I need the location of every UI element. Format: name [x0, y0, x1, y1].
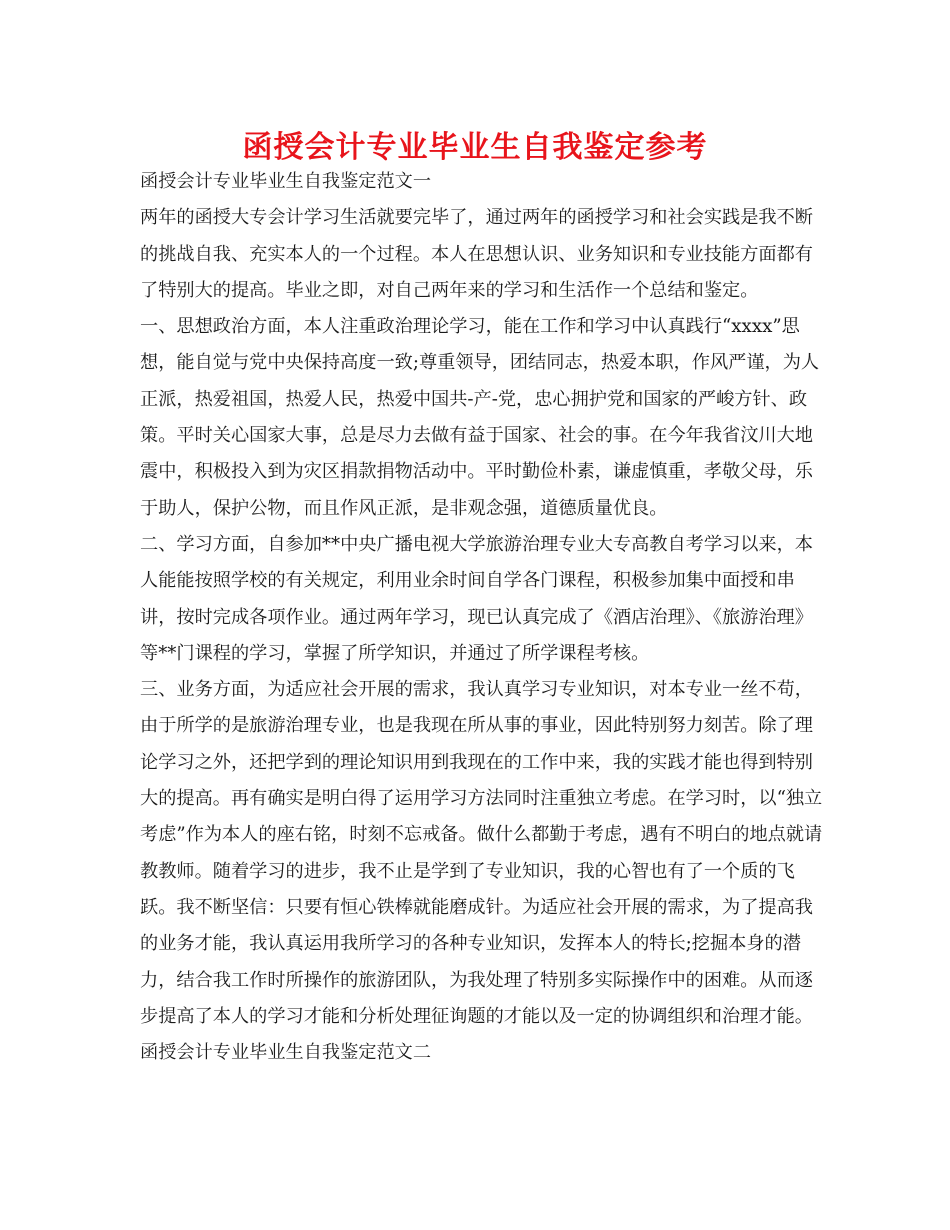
- paragraph-business: 三、业务方面，为适应社会开展的需求，我认真学习专业知识，对本专业一丝不苟，由于所学的是旅游治理专业，也是我现在所从事的事业，因此特别努力刻苦。除了理论学习之外，还把学到的理论知识用到我现在的工作中来，我的实践才能也得到特别大的提高。再有确实是明白得了运用学习方法同时注重独立考虑。在学习时，以“独立考虑”作为本人的座右铭，时刻不忘戒备。做什么都勤于考虑，遇有不明白的地点就请教教师。随着学习的进步，我不止是学到了专业知识，我的心智也有了一个质的飞跃。我不断坚信：只要有恒心铁棒就能磨成针。为适应社会开展的需求，为了提高我的业务才能，我认真运用我所学习的各种专业知识，发挥本人的特长;挖掘本身的潜力，结合我工作时所操作的旅游团队，为我处理了特别多实际操作中的困难。从而逐步提高了本人的学习才能和分析处理征询题的才能以及一定的协调组织和治理才能。: [140, 679, 823, 1027]
- section-heading-1: 函授会计专业毕业生自我鉴定范文一: [140, 171, 432, 192]
- paragraph-study: 二、学习方面，自参加**中央广播电视大学旅游治理专业大专高教自考学习以来，本人能能按照学校的有关规定，利用业余时间自学各门课程，积极参加集中面授和串讲，按时完成各项作业。通过两年学习，现已认真完成了《酒店治理》、《旅游治理》等**门课程的学习，掌握了所学知识，并通过了所学课程考核。: [140, 533, 813, 664]
- section-heading-2: 函授会计专业毕业生自我鉴定范文二: [140, 1042, 432, 1064]
- document-body: [140, 164, 824, 1071]
- document-title: 函授会计专业毕业生自我鉴定参考: [242, 130, 708, 165]
- paragraph-intro: 两年的函授大专会计学习生活就要完毕了，通过两年的函授学习和社会实践是我不断的挑战自我、充实本人的一个过程。本人在思想认识、业务知识和专业技能方面都有了特别大的提高。毕业之即，对自己两年来的学习和生活作一个总结和鉴定。: [140, 207, 813, 301]
- paragraph-politics: 一、思想政治方面，本人注重政治理论学习，能在工作和学习中认真践行“xxxx”思想，能自觉与党中央保持高度一致;尊重领导，团结同志，热爱本职，作风严谨，为人正派，热爱祖国，热爱人民，热爱中国共-产-党，忠心拥护党和国家的严峻方针、政策。平时关心国家大事，总是尽力去做有益于国家、社会的事。在今年我省汶川大地震中，积极投入到为灾区捐款捐物活动中。平时勤俭朴素，谦虚慎重，孝敬父母，乐于助人，保护公物，而且作风正派，是非观念强，道德质量优良。: [140, 316, 820, 519]
